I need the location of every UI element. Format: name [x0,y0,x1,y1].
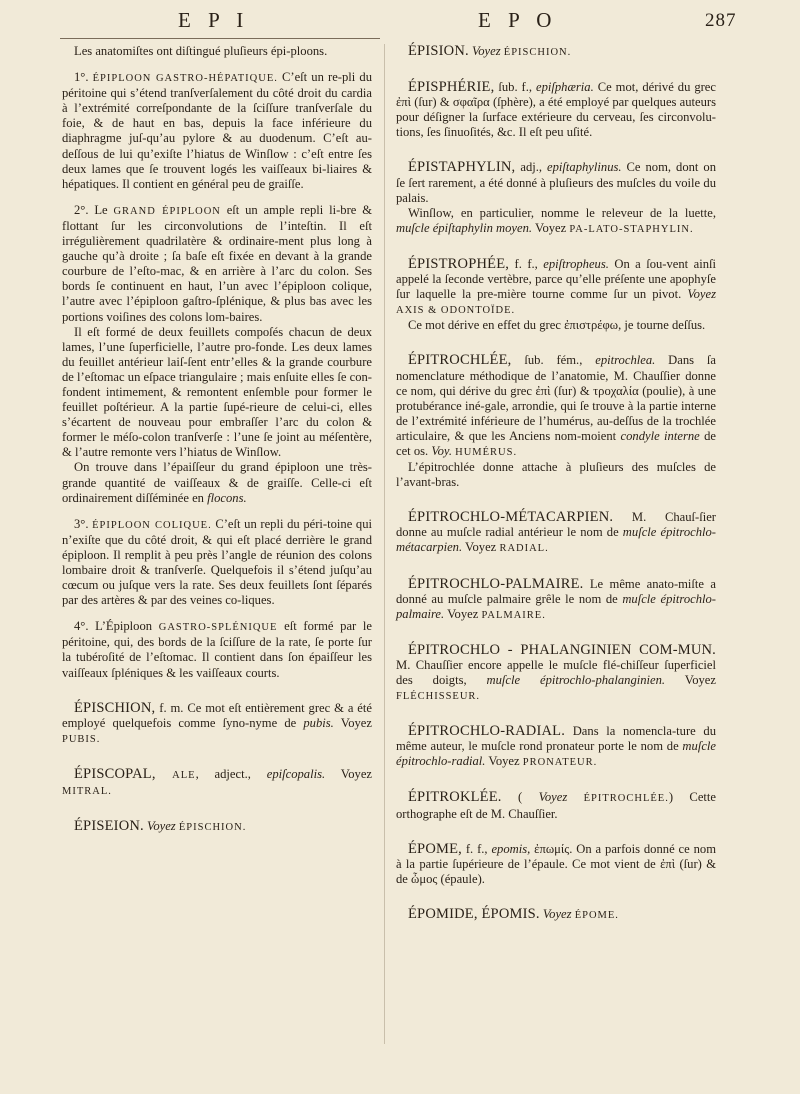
voyez-text: Voyez [333,715,372,730]
entry-epitrochlo-phalanginien [396,643,716,704]
voyez-text: Voyez [444,606,482,621]
paragraph-text: C’eſt un repli du péri-toine qui n’exiſte que du côté droit, & qui eſt placé derrière le grand épiploon. Il remplit à peu près l’angle de réunion des colons lombaire droit & tranſverſe. Quelquefois il s’étend juſqu’au cœcum ou juſque vers la rate. Ses deux feuillets ſont ſéparés par des artères & par des veines co-liques. [62,516,373,608]
paragraph-text: eſt formé par le péritoine, qui, des bords de la ſciſſure de la rate, ſe porte ſur la tubéroſité de l’eſtomac. Il contient dans ſon épaiſſeur les vaiſſeaux ſpléniques & les vaiſſeaux courts. [62,619,372,680]
paragraph-feuillets: Il eſt formé de deux feuillets compoſés chacun de deux lames, l’une ſuperficielle, l’autre pro-fonde. Les deux lames du feuillet antérieur laiſ-ſent entr’elles & la grande courbure de l’eſtomac un eſpace triangulaire ; mais enſuite elles ſe con-fondent intimement, & remontent enſemble pour former le feuillet poſtérieur. A la partie ſupé-rieure de celui-ci, elles s’écartent de nouveau pour embraſſer l’arc du colon & former le méſo-colon tranſverſe : l’une ſe joint au méſentère, & l’autre remonte vers l’hiatus de Winſlow. [62,324,372,460]
headword: ÉPISPHÉRIE, [408,79,495,96]
headword: ÉPISTROPHÉE, [408,255,510,272]
voyez-text: Voyez [539,906,575,921]
paragraph-winslow [396,206,716,237]
entry-text: f. f., [461,841,492,856]
cross-reference-link[interactable]: PRONATEUR. [522,757,598,769]
header-rule [60,38,380,39]
headword: ÉPITROCHLO-RADIAL. [408,723,566,740]
headword: ÉPISTAPHYLIN, [408,159,516,176]
italic-term: epitrochlea. [595,353,656,368]
italic-term: epiſphæria. [536,80,594,95]
page-number: 287 [705,10,737,31]
entry-text: f. f., [509,256,544,271]
voyez-text: Voy. [431,443,456,458]
italic-term: pubis. [303,715,334,730]
entry-text: ſub. fém., [511,353,596,368]
entry-text: Le même anato-miſte a donné au muſcle palmaire grêle le nom de [396,576,716,606]
cross-reference-link[interactable]: PA-LATO-STAPHYLIN. [569,223,694,235]
entry-text: M. Chauſ-ſier donne au muſcle radial antérieur le nom de [396,510,716,540]
headword: ÉPITROCHLÉE, [408,352,512,369]
headword: ÉPISCOPAL, [74,765,173,782]
voyez-text: Voyez [468,44,504,58]
entry-text: On a ſou-vent ainſi appelé la ſeconde vertèbre, parce qu’elle préſente une apophyſe ſur laquelle la pre-mière tourne comme ſur un pivot. [396,256,716,302]
cross-reference-link[interactable]: ÉPOME. [574,909,619,921]
term-label: GRAND ÉPIPLOON [113,205,221,217]
headword: ÉPISEION. [74,818,144,835]
right-column [396,44,716,923]
term-label: ÉPIPLOON GASTRO-HÉPATIQUE. [92,73,278,85]
entry-text: Ce nom, dont on ſe ſert rarement, a été donné à pluſieurs des muſcles du voile du palais. [396,160,716,205]
headword: ÉPISION. [408,43,469,59]
entry-epistrophee [396,257,716,318]
italic-term: condyle interne [620,428,700,443]
cross-reference-link[interactable]: MITRAL. [62,786,112,798]
entry-epistaphylin [396,160,716,205]
paragraph-graisse [62,460,372,505]
paragraph-epitrochlee-attache: L’épitrochlée donne attache à pluſieurs des muſcles de l’avant-bras. [396,460,716,490]
headword: ÉPISCHION, [74,699,156,716]
entry-text: Ce mot, dérivé du grec ἐπὶ (ſur) & σφαῖρα (ſphère), a été employé par quelques auteurs pour déſigner la ſurface extérieure du cerveau, ſes circonvolu-tions, ſes ſinuoſités, &c. Il eſt peu uſité. [396,80,716,140]
paragraph-gastro-hepatique [62,70,372,192]
entry-epitrochlo-radial [396,724,716,770]
entry-text: adj., [515,160,548,175]
running-head-middle: E P O [478,8,558,32]
cross-reference-link[interactable]: PALMAIRE. [481,609,546,621]
voyez-text: Voyez [687,287,716,302]
headword: ÉPITROCHLO-MÉTACARPIEN. [408,509,614,526]
headword: ÉPOME, [408,840,462,857]
entry-text: f. m. Ce mot eſt entièrement grec & a été employé quelquefois comme ſyno-nyme de [62,700,372,730]
entry-text: M. Chauſſier encore appelle le muſcle flé-chiſſeur ſuperficiel des doigts, [396,657,716,687]
entry-epome [396,842,716,887]
cross-reference-link[interactable]: AXIS & ODONTOÏDE. [396,305,516,317]
entry-episphaerie [396,80,716,140]
entry-epision [396,44,716,60]
paragraph-text: eſt un ample repli li-bre & flottant ſur les circonvolutions de l’inteſtin. Il eſt irrégulièrement quadrilatère & ordinaire-ment plus long à gauche qu’à droite ; ſa baſe eſt fixée en devant à la grande courbure de l’eſto-mac, & en arrière à l’arc du colon. Ses bords ſe continuent en haut, l’un avec l’épiploon colique, l’autre avec l’épiploon gaſtro-ſplénique, & plus bas avec les portions voiſines des colons lom-baires. [62,202,372,324]
column-divider [384,44,385,1044]
italic-term: epiſtropheus. [543,256,609,271]
entry-text: Winſlow, en particulier, nomme le releveur de la luette, [408,205,716,220]
voyez-text: Voyez [485,754,523,769]
entry-text: de cet os. [396,428,716,458]
italic-term: epomis, [491,841,531,856]
paragraph-text: On trouve dans l’épaiſſeur du grand épiploon une très-grande quantité de vaiſſeaux & de graiſſe. Celle-ci eſt ordinairement diſſéminée en [62,460,372,505]
italic-term: epiſcopalis. [266,766,326,781]
numeral: 1°. [74,70,89,85]
voyez-text: Voyez [462,540,500,555]
cross-reference-link[interactable]: ÉPISCHION. [503,47,572,58]
italic-term: muſcle épitrochlo-métacarpien. [396,525,716,555]
cross-reference-link[interactable]: HUMÉRUS. [455,446,518,458]
cross-reference-link[interactable]: FLÉCHISSEUR. [396,691,481,703]
voyez-text: Voyez [665,673,716,687]
term-label: ÉPIPLOON COLIQUE. [92,519,212,531]
numeral: 2°. Le [74,202,108,217]
voyez-text: Voyez [538,790,584,805]
italic-term: flocons. [207,490,247,505]
italic-term: muſcle épitrochlo-radial. [396,739,716,769]
feminine-ending: ALE [172,769,196,781]
entry-text: ( [501,790,539,805]
headword: ÉPITROKLÉE. [408,789,502,806]
headword: ÉPITROCHLO-PALMAIRE. [408,575,584,592]
cross-reference-link[interactable]: PUBIS. [62,733,101,745]
entry-text: Dans la nomencla-ture du même auteur, le muſcle rond pronateur porte le nom de [396,724,716,754]
entry-episcopal [62,767,372,799]
left-column [62,44,372,835]
cross-reference-link[interactable]: ÉPITROCHLÉE. [583,793,669,805]
paragraph-epistrophee-etymology: Ce mot dérive en effet du grec ἐπιστρέφω, je tourne deſſus. [408,318,706,333]
headword: ÉPOMIDE, ÉPOMIS. [408,905,540,922]
entry-text: ἐπωμίς. On a parfois donné ce nom à la partie ſupérieure de l’épaule. Ce mot vient de ἐπὶ (ſur) & de ὦμος (épaule). [396,841,716,886]
running-head [0,6,800,40]
headword: ÉPITROCHLO - PHALANGINIEN COM-MUN. [408,641,716,658]
voyez-text: Voyez [532,220,570,235]
term-label: GASTRO-SPLÉNIQUE [158,622,278,634]
entry-text: ſub. f., [494,80,536,95]
running-head-left: E P I [178,8,250,32]
paragraph-text: C’eſt un re-pli du péritoine qui s’étend tranſverſalement du côté droit du cardia à l’extrémité correſpondante de la ſciſſure tranſverſale du foie, & de haut en bas, depuis la face inférieure du diaphragme juſ-qu’au pylore & au duodenum. C’eſt au-deſſous de lui qu’exiſte l’hiatus de Winſlow : c’eſt entre ſes deux lames que ſe trouvent logés les vaiſſeaux bi-liaires & hépatiques. Il contient en général peu de graiſſe. [62,70,372,191]
italic-term: muſcle épitrochlo-palmaire. [396,591,716,621]
entry-epitrochlee [396,353,716,460]
cross-reference-link[interactable]: RADIAL. [499,543,549,555]
entry-epitrochlo-metacarpien [396,510,716,556]
entry-episeion [62,819,372,835]
paragraph-gastro-splenique [62,619,372,680]
italic-term: muſcle épiſtaphylin moyen. [396,220,533,235]
entry-epomide [396,907,716,923]
italic-term: epiſtaphylinus. [547,160,622,175]
paragraph-intro: Les anatomiſtes ont diſtingué pluſieurs épi-ploons. [74,44,328,58]
entry-text: Dans ſa nomenclature méthodique de l’anatomie, M. Chauſſier donne ce nom, qui dérive du grec ἐπὶ (ſur) & τροχαλία (poulie), à une protubérance iné-gale, arrondie, qui ſe trouve à la partie interne de l’extrémité inférieure de l’humérus, au-deſſus de la trochlée articulaire, & que les Anciens nom-moient [396,353,716,443]
italic-term: muſcle épitrochlo-phalanginien. [486,673,666,687]
entry-text: ) Cette orthographe eſt de M. Chauſſier. [396,790,716,821]
entry-epitroklee [396,790,716,821]
numeral: 4°. L’Épiploon [74,619,153,634]
voyez-text: Voyez [325,766,372,781]
entry-epitrochlo-palmaire [396,577,716,623]
cross-reference-link[interactable]: ÉPISCHION. [178,822,247,834]
paragraph-grand-epiploon [62,203,372,325]
entry-text: , adject., [195,766,267,781]
voyez-text: Voyez [143,819,179,834]
paragraph-colique [62,517,372,609]
numeral: 3°. [74,516,89,531]
entry-epischion [62,701,372,747]
